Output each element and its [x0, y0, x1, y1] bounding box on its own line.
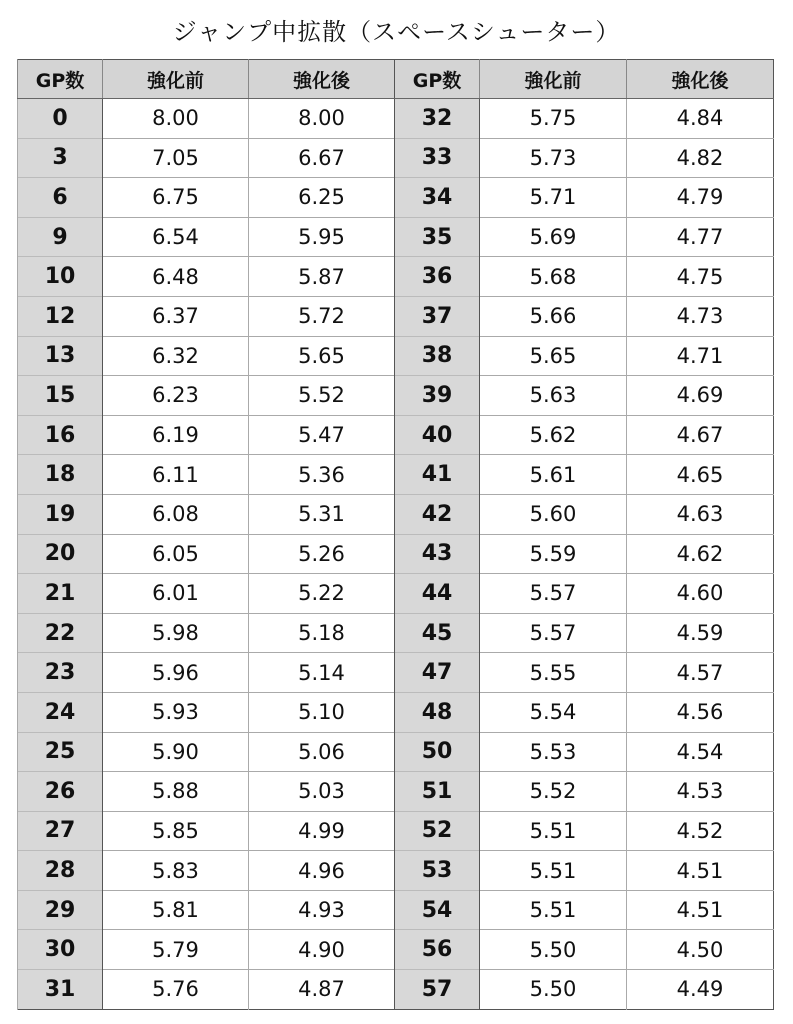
cell-before-right: 5.57 — [480, 574, 627, 614]
header-after-left: 強化後 — [249, 60, 395, 99]
cell-after-right: 4.54 — [627, 732, 774, 772]
cell-after-right: 4.60 — [627, 574, 774, 614]
cell-before-left: 5.96 — [103, 653, 249, 693]
table-header — [18, 60, 774, 99]
cell-gp-right: 39 — [395, 376, 480, 416]
table-row — [18, 376, 774, 416]
cell-after-right: 4.50 — [627, 930, 774, 970]
cell-after-left: 5.14 — [249, 653, 395, 693]
cell-gp-left: 18 — [18, 455, 103, 495]
page-title: ジャンプ中拡散（スペースシューター） — [172, 18, 621, 46]
cell-before-left: 5.90 — [103, 732, 249, 772]
cell-after-right: 4.56 — [627, 692, 774, 732]
cell-before-left: 5.81 — [103, 890, 249, 930]
cell-after-left: 4.93 — [249, 890, 395, 930]
cell-after-right: 4.51 — [627, 890, 774, 930]
cell-after-right: 4.52 — [627, 811, 774, 851]
cell-before-left: 6.23 — [103, 376, 249, 416]
cell-after-left: 8.00 — [249, 99, 395, 139]
header-before-left: 強化前 — [103, 60, 249, 99]
cell-before-left: 5.85 — [103, 811, 249, 851]
table-row — [18, 692, 774, 732]
table-row — [18, 415, 774, 455]
cell-after-left: 5.18 — [249, 613, 395, 653]
cell-gp-left: 28 — [18, 851, 103, 891]
cell-before-left: 6.54 — [103, 217, 249, 257]
cell-after-left: 5.47 — [249, 415, 395, 455]
cell-before-left: 8.00 — [103, 99, 249, 139]
cell-gp-right: 38 — [395, 336, 480, 376]
header-gp-right: GP数 — [395, 60, 480, 99]
table-row — [18, 890, 774, 930]
cell-after-right: 4.84 — [627, 99, 774, 139]
cell-after-left: 5.95 — [249, 217, 395, 257]
cell-before-left: 6.08 — [103, 494, 249, 534]
cell-after-left: 5.52 — [249, 376, 395, 416]
cell-gp-right: 57 — [395, 970, 480, 1010]
cell-after-right: 4.62 — [627, 534, 774, 574]
cell-gp-left: 24 — [18, 692, 103, 732]
cell-gp-right: 37 — [395, 296, 480, 336]
cell-after-left: 5.22 — [249, 574, 395, 614]
table-row — [18, 574, 774, 614]
header-after-right: 強化後 — [627, 60, 774, 99]
cell-gp-left: 29 — [18, 890, 103, 930]
cell-before-left: 6.37 — [103, 296, 249, 336]
cell-gp-left: 16 — [18, 415, 103, 455]
table-row — [18, 653, 774, 693]
table-row — [18, 336, 774, 376]
cell-gp-left: 6 — [18, 178, 103, 218]
table-row — [18, 217, 774, 257]
cell-before-left: 6.75 — [103, 178, 249, 218]
cell-gp-left: 23 — [18, 653, 103, 693]
header-row — [18, 60, 774, 99]
cell-after-left: 5.72 — [249, 296, 395, 336]
cell-after-left: 4.87 — [249, 970, 395, 1010]
cell-gp-right: 50 — [395, 732, 480, 772]
cell-before-left: 6.01 — [103, 574, 249, 614]
cell-after-left: 5.36 — [249, 455, 395, 495]
cell-before-right: 5.69 — [480, 217, 627, 257]
cell-before-right: 5.57 — [480, 613, 627, 653]
cell-gp-right: 47 — [395, 653, 480, 693]
cell-before-left: 6.48 — [103, 257, 249, 297]
cell-before-right: 5.62 — [480, 415, 627, 455]
cell-gp-left: 20 — [18, 534, 103, 574]
cell-after-right: 4.59 — [627, 613, 774, 653]
cell-gp-left: 0 — [18, 99, 103, 139]
cell-after-right: 4.77 — [627, 217, 774, 257]
cell-gp-left: 19 — [18, 494, 103, 534]
cell-before-left: 5.76 — [103, 970, 249, 1010]
cell-gp-right: 56 — [395, 930, 480, 970]
cell-after-right: 4.65 — [627, 455, 774, 495]
cell-before-left: 5.88 — [103, 772, 249, 812]
cell-before-left: 5.79 — [103, 930, 249, 970]
cell-gp-right: 54 — [395, 890, 480, 930]
cell-after-left: 5.06 — [249, 732, 395, 772]
cell-before-right: 5.75 — [480, 99, 627, 139]
cell-gp-left: 30 — [18, 930, 103, 970]
cell-before-right: 5.71 — [480, 178, 627, 218]
cell-before-right: 5.51 — [480, 851, 627, 891]
cell-before-left: 6.32 — [103, 336, 249, 376]
cell-after-right: 4.75 — [627, 257, 774, 297]
cell-after-right: 4.49 — [627, 970, 774, 1010]
cell-gp-left: 13 — [18, 336, 103, 376]
cell-after-left: 6.67 — [249, 138, 395, 178]
cell-after-left: 5.65 — [249, 336, 395, 376]
cell-before-right: 5.66 — [480, 296, 627, 336]
cell-before-right: 5.68 — [480, 257, 627, 297]
cell-gp-left: 25 — [18, 732, 103, 772]
cell-before-right: 5.50 — [480, 930, 627, 970]
cell-after-left: 6.25 — [249, 178, 395, 218]
cell-gp-right: 42 — [395, 494, 480, 534]
cell-before-right: 5.60 — [480, 494, 627, 534]
cell-before-right: 5.51 — [480, 890, 627, 930]
cell-gp-right: 32 — [395, 99, 480, 139]
cell-gp-right: 52 — [395, 811, 480, 851]
cell-gp-right: 53 — [395, 851, 480, 891]
table-row — [18, 296, 774, 336]
table-row — [18, 534, 774, 574]
cell-after-right: 4.73 — [627, 296, 774, 336]
table-row — [18, 930, 774, 970]
cell-before-left: 5.98 — [103, 613, 249, 653]
cell-before-left: 6.19 — [103, 415, 249, 455]
cell-after-left: 5.26 — [249, 534, 395, 574]
cell-before-right: 5.54 — [480, 692, 627, 732]
cell-before-right: 5.59 — [480, 534, 627, 574]
cell-before-left: 5.83 — [103, 851, 249, 891]
cell-before-left: 7.05 — [103, 138, 249, 178]
cell-gp-right: 35 — [395, 217, 480, 257]
cell-after-right: 4.67 — [627, 415, 774, 455]
cell-before-left: 6.05 — [103, 534, 249, 574]
cell-before-right: 5.50 — [480, 970, 627, 1010]
cell-gp-left: 12 — [18, 296, 103, 336]
cell-after-right: 4.51 — [627, 851, 774, 891]
header-gp-left: GP数 — [18, 60, 103, 99]
table-row — [18, 178, 774, 218]
cell-gp-right: 48 — [395, 692, 480, 732]
table-row — [18, 494, 774, 534]
cell-gp-right: 36 — [395, 257, 480, 297]
cell-gp-right: 51 — [395, 772, 480, 812]
cell-gp-left: 3 — [18, 138, 103, 178]
cell-after-right: 4.57 — [627, 653, 774, 693]
cell-after-right: 4.71 — [627, 336, 774, 376]
cell-gp-left: 26 — [18, 772, 103, 812]
cell-after-right: 4.53 — [627, 772, 774, 812]
cell-gp-left: 10 — [18, 257, 103, 297]
cell-before-right: 5.52 — [480, 772, 627, 812]
cell-after-right: 4.63 — [627, 494, 774, 534]
table-row — [18, 970, 774, 1010]
cell-before-left: 5.93 — [103, 692, 249, 732]
cell-after-right: 4.69 — [627, 376, 774, 416]
table-row — [18, 138, 774, 178]
cell-before-right: 5.55 — [480, 653, 627, 693]
cell-gp-left: 31 — [18, 970, 103, 1010]
cell-before-right: 5.63 — [480, 376, 627, 416]
cell-after-left: 4.99 — [249, 811, 395, 851]
cell-gp-left: 22 — [18, 613, 103, 653]
cell-gp-right: 33 — [395, 138, 480, 178]
table-row — [18, 613, 774, 653]
cell-before-right: 5.51 — [480, 811, 627, 851]
cell-after-right: 4.79 — [627, 178, 774, 218]
table-row — [18, 257, 774, 297]
cell-gp-right: 40 — [395, 415, 480, 455]
cell-gp-left: 27 — [18, 811, 103, 851]
cell-before-left: 6.11 — [103, 455, 249, 495]
table-row — [18, 455, 774, 495]
cell-before-right: 5.53 — [480, 732, 627, 772]
cell-gp-right: 43 — [395, 534, 480, 574]
cell-after-left: 5.03 — [249, 772, 395, 812]
cell-before-right: 5.61 — [480, 455, 627, 495]
cell-gp-right: 45 — [395, 613, 480, 653]
cell-gp-left: 21 — [18, 574, 103, 614]
cell-before-right: 5.73 — [480, 138, 627, 178]
cell-after-left: 5.31 — [249, 494, 395, 534]
cell-after-left: 4.90 — [249, 930, 395, 970]
cell-after-left: 5.10 — [249, 692, 395, 732]
table-body — [18, 99, 774, 1010]
cell-after-right: 4.82 — [627, 138, 774, 178]
cell-gp-right: 34 — [395, 178, 480, 218]
cell-after-left: 4.96 — [249, 851, 395, 891]
cell-gp-right: 44 — [395, 574, 480, 614]
table-row — [18, 851, 774, 891]
table-row — [18, 99, 774, 139]
cell-gp-right: 41 — [395, 455, 480, 495]
table-row — [18, 811, 774, 851]
jump-spread-table — [17, 59, 774, 1010]
cell-gp-left: 9 — [18, 217, 103, 257]
cell-after-left: 5.87 — [249, 257, 395, 297]
header-before-right: 強化前 — [480, 60, 627, 99]
table-row — [18, 732, 774, 772]
cell-before-right: 5.65 — [480, 336, 627, 376]
table-row — [18, 772, 774, 812]
cell-gp-left: 15 — [18, 376, 103, 416]
